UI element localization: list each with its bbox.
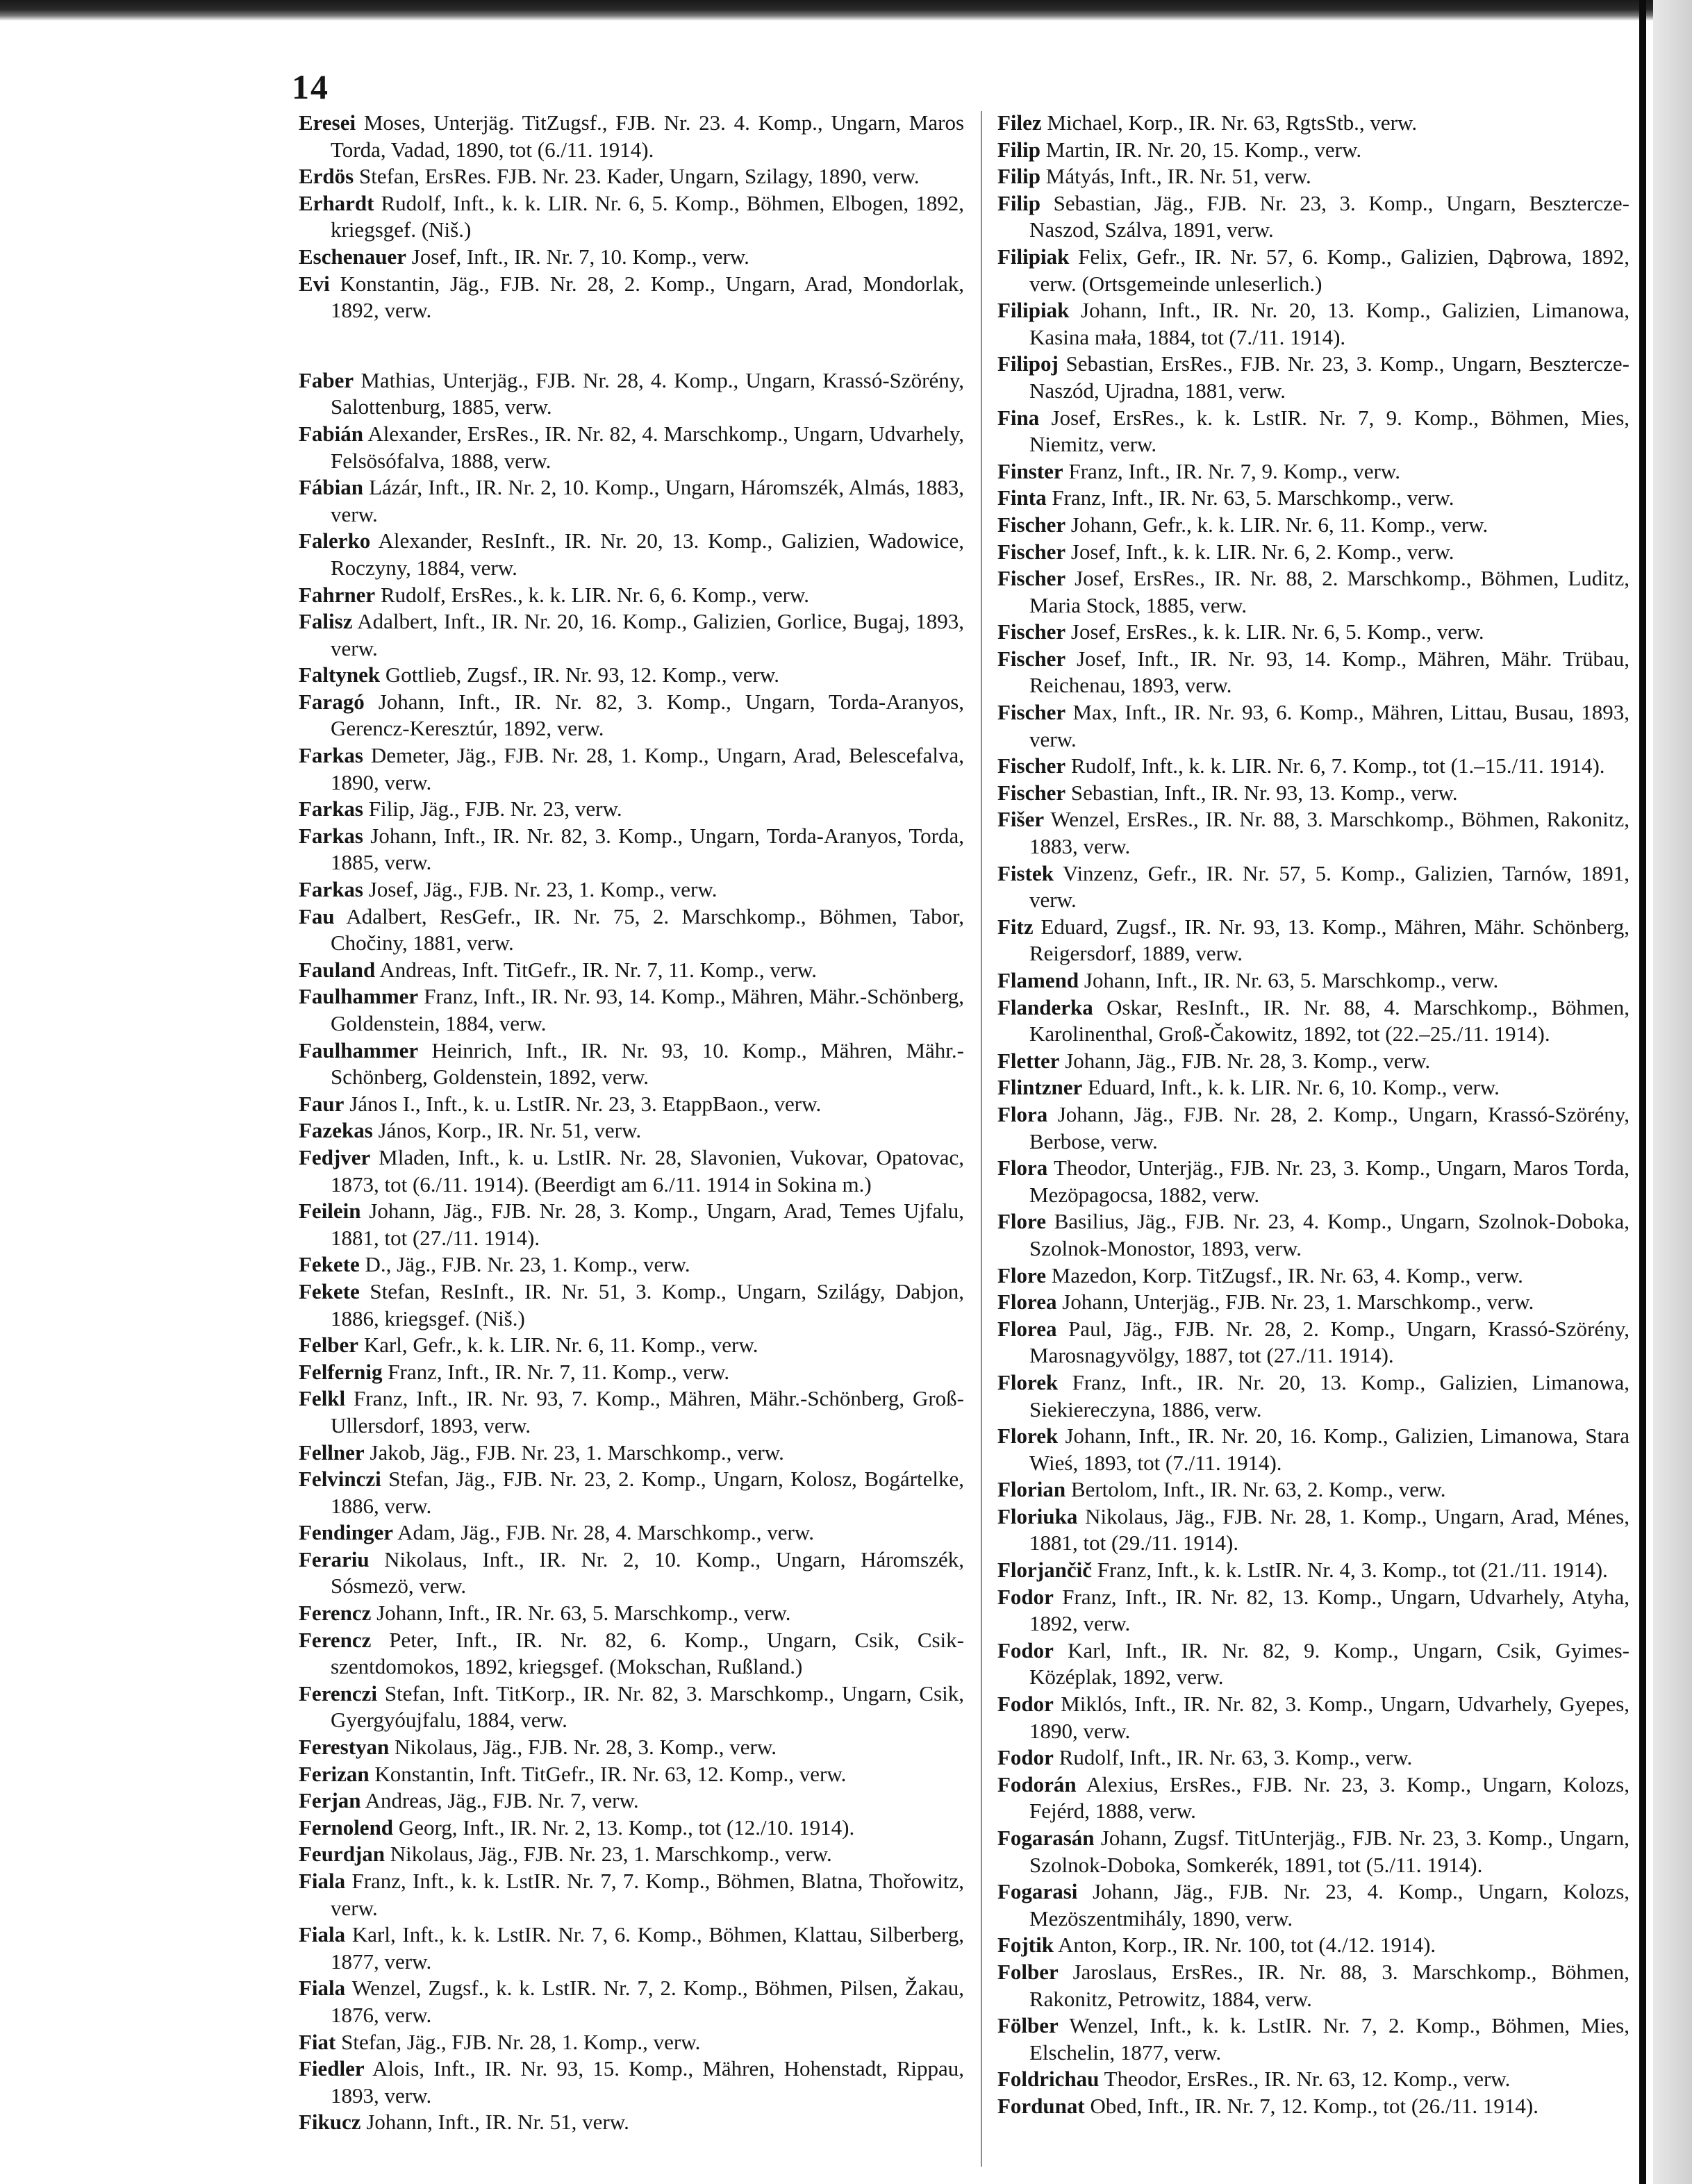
entry-surname: Farkas bbox=[299, 823, 363, 848]
entry-details: Johann, Jäg., FJB. Nr. 23, 4. Komp., Ungarn, Kolozs, Mezöszentmihály, 1890, verw. bbox=[1029, 1879, 1630, 1931]
entry-surname: Fordunat bbox=[997, 2093, 1085, 2118]
entry-surname: Falisz bbox=[299, 609, 353, 634]
entry-surname: Evi bbox=[299, 271, 330, 296]
scan-right-bar bbox=[1639, 0, 1646, 2184]
entry-surname: Fiala bbox=[299, 1922, 346, 1947]
entry-surname: Ferizan bbox=[299, 1761, 370, 1786]
entry-surname: Fischer bbox=[997, 566, 1066, 591]
entry-details: Franz, Inft., IR. Nr. 7, 11. Komp., verw. bbox=[388, 1359, 730, 1384]
register-entry bbox=[997, 619, 1629, 646]
register-entry bbox=[299, 662, 964, 689]
entry-details: Felix, Gefr., IR. Nr. 57, 6. Komp., Galizien, Dąbrowa, 1892, verw. (Ortsgemeinde unleserlich.) bbox=[1029, 244, 1629, 296]
entry-details: Rudolf, Inft., k. k. LIR. Nr. 6, 5. Komp., Böhmen, Elbogen, 1892, kriegsgef. (Niš.) bbox=[331, 190, 965, 242]
entry-surname: Fischer bbox=[997, 539, 1066, 564]
register-entry bbox=[299, 1787, 964, 1815]
entry-surname: Eresei bbox=[299, 110, 356, 135]
register-entry bbox=[299, 1519, 964, 1547]
entry-details: Nikolaus, Inft., IR. Nr. 2, 10. Komp., Ungarn, Háromszék, Sósmezö, verw. bbox=[331, 1547, 964, 1599]
register-entry bbox=[997, 405, 1629, 458]
entry-details: Johann, Zugsf. TitUnterjäg., FJB. Nr. 23, 3. Komp., Ungarn, Szolnok-Doboka, Somkerék, 1891, tot (5./11. 1914). bbox=[1029, 1826, 1629, 1877]
register-entry bbox=[299, 1091, 964, 1118]
register-entry bbox=[997, 163, 1629, 190]
entry-details: Andreas, Jäg., FJB. Nr. 7, verw. bbox=[365, 1788, 639, 1813]
entry-surname: Fišer bbox=[997, 807, 1045, 832]
entry-details: Rudolf, Inft., IR. Nr. 63, 3. Komp., verw. bbox=[1059, 1745, 1413, 1770]
entry-surname: Fina bbox=[997, 405, 1040, 430]
entry-surname: Florek bbox=[997, 1369, 1059, 1394]
entry-surname: Fischer bbox=[997, 780, 1066, 805]
register-entry bbox=[997, 1637, 1629, 1691]
entry-details: Josef, Inft., k. k. LIR. Nr. 6, 2. Komp., verw. bbox=[1070, 539, 1454, 564]
entry-surname: Fodor bbox=[997, 1584, 1054, 1609]
entry-details: Alexander, ErsRes., IR. Nr. 82, 4. Marschkomp., Ungarn, Udvarhely, Felsösófalva, 1888, verw. bbox=[331, 421, 964, 473]
register-entry bbox=[299, 528, 964, 581]
entry-surname: Flanderka bbox=[997, 994, 1093, 1019]
register-entry bbox=[997, 753, 1629, 780]
entry-details: Nikolaus, Jäg., FJB. Nr. 23, 1. Marschkomp., verw. bbox=[390, 1842, 832, 1867]
entry-surname: Flamend bbox=[997, 968, 1079, 992]
register-entry bbox=[997, 646, 1629, 699]
entry-surname: Felfernig bbox=[299, 1359, 383, 1384]
register-entry bbox=[299, 1440, 964, 1467]
register-entry bbox=[997, 351, 1629, 404]
entry-surname: Fábian bbox=[299, 475, 364, 500]
entry-details: Paul, Jäg., FJB. Nr. 28, 2. Komp., Ungarn, Krassó-Szörény, Marosnagyvölgy, 1887, tot (27./11. 1914). bbox=[1029, 1316, 1629, 1368]
entry-surname: Faltynek bbox=[299, 662, 381, 687]
entry-surname: Filez bbox=[997, 110, 1042, 135]
register-entry bbox=[997, 1289, 1629, 1316]
register-entry bbox=[997, 485, 1629, 512]
register-entry bbox=[299, 367, 964, 421]
register-entry bbox=[299, 271, 964, 324]
register-entry bbox=[997, 967, 1629, 994]
entry-surname: Fahrner bbox=[299, 582, 376, 607]
entry-details: Stefan, Inft. TitKorp., IR. Nr. 82, 3. Marschkomp., Ungarn, Csik, Gyergyóujfalu, 1884, verw. bbox=[331, 1681, 964, 1733]
register-entry bbox=[299, 796, 964, 823]
entry-details: Adam, Jäg., FJB. Nr. 28, 4. Marschkomp., verw. bbox=[397, 1520, 814, 1545]
entry-details: Josef, Jäg., FJB. Nr. 23, 1. Komp., verw. bbox=[368, 877, 718, 902]
register-entry bbox=[997, 458, 1629, 485]
entry-details: Jaroslaus, ErsRes., IR. Nr. 88, 3. Marschkomp., Böhmen, Rakonitz, Petrowitz, 1884, verw. bbox=[1029, 1959, 1629, 2011]
entry-surname: Fiala bbox=[299, 1976, 346, 2001]
entry-surname: Faulhammer bbox=[299, 984, 419, 1009]
entry-details: Bertolom, Inft., IR. Nr. 63, 2. Komp., verw. bbox=[1070, 1477, 1446, 1502]
entry-details: Andreas, Inft. TitGefr., IR. Nr. 7, 11. Komp., verw. bbox=[379, 957, 818, 982]
entry-surname: Finster bbox=[997, 458, 1063, 483]
register-entry bbox=[299, 2109, 964, 2136]
entry-details: Johann, Inft., IR. Nr. 63, 5. Marschkomp., verw. bbox=[376, 1601, 791, 1626]
entry-details: Stefan, Jäg., FJB. Nr. 28, 1. Komp., verw. bbox=[341, 2029, 701, 2054]
register-entry bbox=[299, 1332, 964, 1359]
entry-details: Moses, Unterjäg. TitZugsf., FJB. Nr. 23. 4. Komp., Ungarn, Maros Torda, Vadad, 1890, tot (6./11. 1914). bbox=[331, 110, 965, 162]
entry-surname: Folber bbox=[997, 1959, 1059, 1984]
entry-surname: Falerko bbox=[299, 528, 371, 553]
entry-details: Adalbert, Inft., IR. Nr. 20, 16. Komp., Galizien, Gorlice, Bugaj, 1893, verw. bbox=[331, 609, 964, 660]
entry-details: Alexius, ErsRes., FJB. Nr. 23, 3. Komp., Ungarn, Kolozs, Fejérd, 1888, verw. bbox=[1029, 1772, 1629, 1824]
register-entry bbox=[299, 582, 964, 609]
entry-surname: Filip bbox=[997, 164, 1041, 189]
register-entry bbox=[299, 823, 964, 876]
entry-surname: Filipiak bbox=[997, 244, 1070, 269]
register-entry bbox=[997, 914, 1629, 967]
entry-surname: Fölber bbox=[997, 2013, 1059, 2038]
entry-details: Adalbert, ResGefr., IR. Nr. 75, 2. Marschkomp., Böhmen, Tabor, Chočiny, 1881, verw. bbox=[331, 903, 964, 956]
entry-details: Josef, Inft., IR. Nr. 7, 10. Komp., verw. bbox=[411, 244, 749, 269]
entry-details: Lázár, Inft., IR. Nr. 2, 10. Komp., Ungarn, Háromszék, Almás, 1883, verw. bbox=[331, 475, 964, 526]
register-entry bbox=[299, 742, 964, 796]
entry-surname: Fiedler bbox=[299, 2056, 365, 2081]
entry-surname: Felber bbox=[299, 1333, 359, 1358]
entry-details: Sebastian, Jäg., FJB. Nr. 23, 3. Komp., Ungarn, Besztercze-Naszod, Szálva, 1891, verw. bbox=[1029, 190, 1630, 242]
register-entry bbox=[997, 1772, 1629, 1825]
entry-details: Peter, Inft., IR. Nr. 82, 6. Komp., Ungarn, Csik, Csik-szentdomokos, 1892, kriegsgef. (Mokschan, Rußland.) bbox=[331, 1627, 964, 1679]
register-entry bbox=[997, 1503, 1629, 1557]
entry-details: Johann, Jäg., FJB. Nr. 28, 3. Komp., verw. bbox=[1065, 1048, 1431, 1073]
entry-details: Wenzel, ErsRes., IR. Nr. 88, 3. Marschkomp., Böhmen, Rakonitz, 1883, verw. bbox=[1029, 807, 1629, 859]
entry-details: János I., Inft., k. u. LstIR. Nr. 23, 3. EtappBaon., verw. bbox=[349, 1091, 822, 1116]
scan-frame-edge bbox=[1653, 0, 1692, 2184]
register-entry bbox=[299, 1466, 964, 1519]
register-entry bbox=[299, 1198, 964, 1251]
register-entry bbox=[997, 1959, 1629, 2012]
entry-details: Franz, Inft., IR. Nr. 20, 13. Komp., Galizien, Limanowa, Siekiereczyna, 1886, verw. bbox=[1029, 1369, 1629, 1422]
entry-details: Josef, ErsRes., k. k. LstIR. Nr. 7, 9. Komp., Böhmen, Mies, Niemitz, verw. bbox=[1029, 405, 1630, 457]
entry-surname: Fischer bbox=[997, 619, 1066, 644]
column-divider bbox=[981, 111, 982, 2167]
register-entry bbox=[299, 2029, 964, 2056]
register-entry bbox=[997, 1074, 1629, 1101]
page-number: 14 bbox=[292, 67, 329, 106]
entry-details: Franz, Inft., IR. Nr. 82, 13. Komp., Ungarn, Udvarhely, Atyha, 1892, verw. bbox=[1029, 1584, 1629, 1636]
right-column bbox=[997, 110, 1629, 2120]
entry-details: Johann, Inft., IR. Nr. 20, 16. Komp., Galizien, Limanowa, Stara Wieś, 1893, tot (7./11. 1914). bbox=[1029, 1424, 1629, 1475]
entry-surname: Fischer bbox=[997, 753, 1066, 778]
entry-details: Vinzenz, Gefr., IR. Nr. 57, 5. Komp., Galizien, Tarnów, 1891, verw. bbox=[1029, 860, 1629, 912]
entry-surname: Faulhammer bbox=[299, 1037, 419, 1062]
entry-surname: Fendinger bbox=[299, 1520, 394, 1545]
register-entry bbox=[299, 1600, 964, 1627]
entry-details: Johann, Inft., IR. Nr. 51, verw. bbox=[366, 2110, 629, 2135]
register-entry bbox=[299, 689, 964, 742]
entry-surname: Finta bbox=[997, 485, 1047, 510]
entry-surname: Florea bbox=[997, 1316, 1057, 1341]
entry-surname: Fau bbox=[299, 903, 335, 928]
register-entry bbox=[997, 244, 1629, 297]
entry-surname: Fikucz bbox=[299, 2110, 361, 2135]
entry-details: Georg, Inft., IR. Nr. 2, 13. Komp., tot (12./10. 1914). bbox=[398, 1815, 855, 1840]
register-entry bbox=[299, 421, 964, 474]
left-column bbox=[299, 110, 964, 2136]
entry-surname: Erdös bbox=[299, 164, 354, 189]
entry-surname: Fischer bbox=[997, 700, 1066, 725]
register-entry bbox=[299, 1547, 964, 1600]
entry-details: Rudolf, Inft., k. k. LIR. Nr. 6, 7. Komp., tot (1.–15./11. 1914). bbox=[1070, 753, 1605, 778]
register-entry bbox=[299, 1037, 964, 1091]
entry-surname: Floriuka bbox=[997, 1503, 1078, 1528]
entry-surname: Eschenauer bbox=[299, 244, 406, 269]
entry-details: Johann, Inft., IR. Nr. 20, 13. Komp., Galizien, Limanowa, Kasina mała, 1884, tot (7./11. 1914). bbox=[1029, 298, 1630, 349]
entry-surname: Flintzner bbox=[997, 1075, 1083, 1100]
register-entry bbox=[997, 1932, 1629, 1959]
register-entry bbox=[299, 1975, 964, 2028]
entry-surname: Fernolend bbox=[299, 1815, 394, 1840]
entry-surname: Farkas bbox=[299, 797, 363, 822]
entry-surname: Florian bbox=[997, 1477, 1066, 1502]
register-entry bbox=[299, 1385, 964, 1439]
entry-surname: Foldrichau bbox=[997, 2067, 1100, 2092]
register-entry bbox=[299, 1734, 964, 1761]
register-entry bbox=[997, 565, 1629, 619]
entry-details: Rudolf, ErsRes., k. k. LIR. Nr. 6, 6. Komp., verw. bbox=[380, 582, 810, 607]
entry-surname: Fedjver bbox=[299, 1144, 371, 1169]
entry-surname: Faragó bbox=[299, 689, 365, 714]
entry-surname: Florek bbox=[997, 1424, 1059, 1449]
register-entry bbox=[997, 1423, 1629, 1476]
register-entry bbox=[997, 1262, 1629, 1290]
register-entry bbox=[997, 780, 1629, 807]
register-entry bbox=[997, 2093, 1629, 2120]
register-entry bbox=[997, 994, 1629, 1048]
register-entry bbox=[299, 1251, 964, 1278]
entry-surname: Farkas bbox=[299, 877, 363, 902]
entry-surname: Faber bbox=[299, 367, 354, 392]
register-entry bbox=[299, 163, 964, 190]
entry-surname: Erhardt bbox=[299, 190, 374, 215]
scan-top-edge bbox=[0, 0, 1692, 21]
register-entry bbox=[997, 1557, 1629, 1584]
entry-surname: Fekete bbox=[299, 1278, 360, 1303]
register-entry bbox=[997, 137, 1629, 164]
entry-surname: Fabián bbox=[299, 421, 364, 446]
entry-surname: Fiat bbox=[299, 2029, 336, 2054]
entry-details: Karl, Inft., IR. Nr. 82, 9. Komp., Ungarn, Csik, Gyimes-Középlak, 1892, verw. bbox=[1029, 1637, 1629, 1690]
register-entry bbox=[299, 2056, 964, 2109]
entry-surname: Fekete bbox=[299, 1252, 360, 1277]
register-entry bbox=[299, 1627, 964, 1681]
entry-surname: Ferenczi bbox=[299, 1681, 378, 1706]
register-entry bbox=[299, 1359, 964, 1386]
register-entry bbox=[997, 806, 1629, 860]
entry-surname: Fistek bbox=[997, 860, 1054, 885]
entry-details: Franz, Inft., k. k. LstIR. Nr. 7, 7. Komp., Böhmen, Blatna, Thořowitz, verw. bbox=[331, 1869, 964, 1920]
register-entry bbox=[299, 1815, 964, 1842]
entry-surname: Fletter bbox=[997, 1048, 1060, 1073]
entry-details: Johann, Jäg., FJB. Nr. 28, 3. Komp., Ungarn, Arad, Temes Ujfalu, 1881, tot (27./11. 1914). bbox=[331, 1199, 964, 1250]
register-entry bbox=[997, 297, 1629, 351]
entry-surname: Fazekas bbox=[299, 1118, 373, 1143]
entry-details: Johann, Unterjäg., FJB. Nr. 23, 1. Marschkomp., verw. bbox=[1062, 1290, 1534, 1315]
entry-surname: Flore bbox=[997, 1209, 1047, 1234]
entry-surname: Fischer bbox=[997, 646, 1066, 671]
register-entry bbox=[997, 110, 1629, 137]
register-entry bbox=[997, 1155, 1629, 1208]
entry-surname: Filip bbox=[997, 137, 1041, 162]
entry-details: Basilius, Jäg., FJB. Nr. 23, 4. Komp., Ungarn, Szolnok-Doboka, Szolnok-Monostor, 1893, verw. bbox=[1029, 1209, 1629, 1260]
entry-details: Demeter, Jäg., FJB. Nr. 28, 1. Komp., Ungarn, Arad, Belescefalva, 1890, verw. bbox=[331, 743, 965, 794]
register-entry bbox=[299, 1117, 964, 1144]
entry-details: Jakob, Jäg., FJB. Nr. 23, 1. Marschkomp., verw. bbox=[370, 1440, 784, 1465]
entry-details: Josef, ErsRes., IR. Nr. 88, 2. Marschkomp., Böhmen, Luditz, Maria Stock, 1885, verw. bbox=[1029, 566, 1630, 617]
entry-details: Wenzel, Zugsf., k. k. LstIR. Nr. 7, 2. Komp., Böhmen, Pilsen, Žakau, 1876, verw. bbox=[331, 1976, 964, 2027]
entry-details: Konstantin, Inft. TitGefr., IR. Nr. 63, 12. Komp., verw. bbox=[374, 1761, 847, 1786]
register-entry bbox=[997, 539, 1629, 566]
register-entry bbox=[997, 1584, 1629, 1637]
entry-details: Eduard, Zugsf., IR. Nr. 93, 13. Komp., Mähren, Mähr. Schönberg, Reigersdorf, 1889, verw. bbox=[1029, 914, 1630, 966]
entry-surname: Flora bbox=[997, 1101, 1048, 1126]
entry-surname: Ferariu bbox=[299, 1547, 370, 1572]
entry-details: Stefan, ResInft., IR. Nr. 51, 3. Komp., Ungarn, Szilágy, Dabjon, 1886, kriegsgef. (Niš.) bbox=[331, 1278, 965, 1331]
entry-details: Franz, Inft., IR. Nr. 93, 14. Komp., Mähren, Mähr.-Schönberg, Goldenstein, 1884, verw. bbox=[331, 984, 965, 1035]
entry-details: Mazedon, Korp. TitZugsf., IR. Nr. 63, 4. Komp., verw. bbox=[1051, 1262, 1523, 1287]
entry-surname: Fodorán bbox=[997, 1772, 1077, 1797]
entry-details: Josef, ErsRes., k. k. LIR. Nr. 6, 5. Komp., verw. bbox=[1070, 619, 1484, 644]
entry-details: Johann, Jäg., FJB. Nr. 28, 2. Komp., Ungarn, Krassó-Szörény, Berbose, verw. bbox=[1029, 1101, 1629, 1153]
entry-surname: Filipoj bbox=[997, 351, 1059, 376]
register-entry bbox=[299, 1761, 964, 1788]
entry-surname: Fauland bbox=[299, 957, 376, 982]
entry-details: Nikolaus, Jäg., FJB. Nr. 28, 3. Komp., verw. bbox=[395, 1735, 777, 1760]
entry-details: Karl, Inft., k. k. LstIR. Nr. 7, 6. Komp., Böhmen, Klattau, Silberberg, 1877, verw. bbox=[331, 1922, 965, 1974]
register-entry bbox=[299, 110, 964, 163]
entry-details: Eduard, Inft., k. k. LIR. Nr. 6, 10. Komp., verw. bbox=[1088, 1075, 1500, 1100]
entry-details: Johann, Inft., IR. Nr. 82, 3. Komp., Ungarn, Torda-Aranyos, Gerencz-Keresztúr, 1892, verw. bbox=[331, 689, 965, 741]
entry-surname: Feilein bbox=[299, 1199, 361, 1224]
entry-details: Anton, Korp., IR. Nr. 100, tot (4./12. 1914). bbox=[1057, 1933, 1436, 1958]
register-entry bbox=[997, 1878, 1629, 1932]
register-entry bbox=[997, 1048, 1629, 1075]
entry-details: Sebastian, ErsRes., FJB. Nr. 23, 3. Komp., Ungarn, Besztercze-Naszód, Ujradna, 1881, verw. bbox=[1029, 351, 1630, 403]
entry-details: Theodor, Unterjäg., FJB. Nr. 23, 3. Komp., Ungarn, Maros Torda, Mezöpagocsa, 1882, verw. bbox=[1029, 1156, 1629, 1207]
entry-surname: Fogarasi bbox=[997, 1879, 1078, 1904]
register-entry bbox=[997, 699, 1629, 753]
entry-surname: Fischer bbox=[997, 512, 1066, 537]
register-entry bbox=[997, 2012, 1629, 2066]
entry-details: Johann, Inft., IR. Nr. 82, 3. Komp., Ungarn, Torda-Aranyos, Torda, 1885, verw. bbox=[331, 823, 964, 875]
entry-details: Franz, Inft., IR. Nr. 93, 7. Komp., Mähren, Mähr.-Schönberg, Groß-Ullersdorf, 1893, verw. bbox=[331, 1386, 964, 1437]
entry-surname: Filipiak bbox=[997, 298, 1070, 323]
register-entry bbox=[997, 1476, 1629, 1503]
entry-surname: Ferjan bbox=[299, 1788, 361, 1813]
register-entry bbox=[299, 983, 964, 1037]
entry-details: Max, Inft., IR. Nr. 93, 6. Komp., Mähren, Littau, Busau, 1893, verw. bbox=[1029, 700, 1629, 751]
register-entry bbox=[299, 474, 964, 528]
register-entry bbox=[299, 1278, 964, 1332]
entry-details: Josef, Inft., IR. Nr. 93, 14. Komp., Mähren, Mähr. Trübau, Reichenau, 1893, verw. bbox=[1029, 646, 1629, 698]
register-entry bbox=[299, 903, 964, 957]
entry-surname: Filip bbox=[997, 190, 1041, 215]
entry-surname: Felvinczi bbox=[299, 1467, 381, 1492]
entry-details: Miklós, Inft., IR. Nr. 82, 3. Komp., Ungarn, Udvarhely, Gyepes, 1890, verw. bbox=[1029, 1692, 1630, 1743]
entry-details: Gottlieb, Zugsf., IR. Nr. 93, 12. Komp., verw. bbox=[385, 662, 780, 687]
entry-details: Theodor, ErsRes., IR. Nr. 63, 12. Komp., verw. bbox=[1104, 2067, 1511, 2092]
entry-details: Oskar, ResInft., IR. Nr. 88, 4. Marschkomp., Böhmen, Karolinenthal, Groß-Čakowitz, 1892, tot (22.–25./11. 1914). bbox=[1029, 994, 1630, 1047]
entry-details: Stefan, ErsRes. FJB. Nr. 23. Kader, Ungarn, Szilagy, 1890, verw. bbox=[359, 164, 920, 189]
entry-surname: Fitz bbox=[997, 914, 1034, 939]
entry-details: Filip, Jäg., FJB. Nr. 23, verw. bbox=[368, 797, 622, 822]
register-entry bbox=[997, 1369, 1629, 1423]
entry-details: Mátyás, Inft., IR. Nr. 51, verw. bbox=[1045, 164, 1311, 189]
entry-surname: Faur bbox=[299, 1091, 345, 1116]
register-entry bbox=[299, 1841, 964, 1868]
entry-surname: Fellner bbox=[299, 1440, 365, 1465]
register-entry bbox=[299, 876, 964, 903]
entry-surname: Flore bbox=[997, 1262, 1047, 1287]
register-entry bbox=[997, 1744, 1629, 1772]
entry-details: Johann, Gefr., k. k. LIR. Nr. 6, 11. Komp., verw. bbox=[1070, 512, 1488, 537]
entry-details: Nikolaus, Jäg., FJB. Nr. 28, 1. Komp., Ungarn, Arad, Ménes, 1881, tot (29./11. 1914). bbox=[1029, 1503, 1629, 1556]
entry-details: Alois, Inft., IR. Nr. 93, 15. Komp., Mähren, Hohenstadt, Rippau, 1893, verw. bbox=[331, 2056, 964, 2108]
register-entry bbox=[299, 1868, 964, 1922]
entry-details: János, Korp., IR. Nr. 51, verw. bbox=[378, 1118, 642, 1143]
entry-surname: Fodor bbox=[997, 1692, 1054, 1717]
entry-details: Franz, Inft., IR. Nr. 7, 9. Komp., verw. bbox=[1068, 458, 1401, 483]
entry-details: Johann, Inft., IR. Nr. 63, 5. Marschkomp., verw. bbox=[1084, 968, 1499, 992]
entry-surname: Fogarasán bbox=[997, 1826, 1095, 1850]
entry-details: D., Jäg., FJB. Nr. 23, 1. Komp., verw. bbox=[365, 1252, 690, 1277]
register-entry bbox=[299, 608, 964, 662]
entry-surname: Fodor bbox=[997, 1637, 1054, 1662]
entry-surname: Ferestyan bbox=[299, 1735, 390, 1760]
register-entry bbox=[997, 512, 1629, 539]
entry-details: Michael, Korp., IR. Nr. 63, RgtsStb., verw. bbox=[1047, 110, 1418, 135]
register-entry bbox=[997, 1825, 1629, 1878]
entry-details: Obed, Inft., IR. Nr. 7, 12. Komp., tot (26./11. 1914). bbox=[1090, 2093, 1538, 2118]
entry-surname: Ferencz bbox=[299, 1601, 372, 1626]
entry-details: Wenzel, Inft., k. k. LstIR. Nr. 7, 2. Komp., Böhmen, Mies, Elschelin, 1877, verw. bbox=[1029, 2013, 1629, 2065]
entry-details: Karl, Gefr., k. k. LIR. Nr. 6, 11. Komp., verw. bbox=[363, 1333, 758, 1358]
entry-surname: Fiala bbox=[299, 1869, 346, 1893]
register-entry bbox=[997, 1691, 1629, 1744]
register-entry bbox=[299, 957, 964, 984]
entry-details: Mladen, Inft., k. u. LstIR. Nr. 28, Slavonien, Vukovar, Opatovac, 1873, tot (6./11. 1914). (Beerdigt am 6./11. 1914 in Sokina m.) bbox=[331, 1144, 965, 1197]
register-entry bbox=[299, 244, 964, 271]
register-entry bbox=[299, 1681, 964, 1734]
entry-surname: Feurdjan bbox=[299, 1842, 385, 1867]
entry-surname: Flora bbox=[997, 1156, 1048, 1181]
entry-details: Martin, IR. Nr. 20, 15. Komp., verw. bbox=[1045, 137, 1362, 162]
register-entry bbox=[299, 1922, 964, 1975]
entry-details: Alexander, ResInft., IR. Nr. 20, 13. Komp., Galizien, Wadowice, Roczyny, 1884, verw. bbox=[331, 528, 964, 580]
entry-surname: Fojtik bbox=[997, 1933, 1054, 1958]
entry-surname: Farkas bbox=[299, 743, 363, 768]
entry-details: Franz, Inft., k. k. LstIR. Nr. 4, 3. Komp., tot (21./11. 1914). bbox=[1097, 1558, 1608, 1583]
entry-details: Sebastian, Inft., IR. Nr. 93, 13. Komp., verw. bbox=[1070, 780, 1458, 805]
entry-details: Franz, Inft., IR. Nr. 63, 5. Marschkomp., verw. bbox=[1052, 485, 1454, 510]
register-entry bbox=[997, 1101, 1629, 1155]
entry-surname: Ferencz bbox=[299, 1627, 372, 1652]
entry-surname: Fodor bbox=[997, 1745, 1054, 1770]
register-entry bbox=[997, 860, 1629, 914]
register-entry bbox=[299, 1144, 964, 1198]
entry-details: Heinrich, Inft., IR. Nr. 93, 10. Komp., Mähren, Mähr.-Schönberg, Goldenstein, 1892, verw. bbox=[331, 1037, 964, 1090]
entry-surname: Florea bbox=[997, 1290, 1057, 1315]
register-entry bbox=[299, 190, 964, 244]
entry-details: Konstantin, Jäg., FJB. Nr. 28, 2. Komp., Ungarn, Arad, Mondorlak, 1892, verw. bbox=[331, 271, 964, 323]
entry-details: Mathias, Unterjäg., FJB. Nr. 28, 4. Komp., Ungarn, Krassó-Szörény, Salottenburg, 1885, verw. bbox=[331, 367, 964, 419]
entry-surname: Felkl bbox=[299, 1386, 346, 1411]
register-entry bbox=[997, 190, 1629, 244]
register-entry bbox=[997, 1316, 1629, 1369]
entry-details: Stefan, Jäg., FJB. Nr. 23, 2. Komp., Ungarn, Kolosz, Bogártelke, 1886, verw. bbox=[331, 1467, 964, 1518]
entry-surname: Florjančič bbox=[997, 1558, 1093, 1583]
register-entry bbox=[997, 2066, 1629, 2093]
register-entry bbox=[997, 1208, 1629, 1262]
